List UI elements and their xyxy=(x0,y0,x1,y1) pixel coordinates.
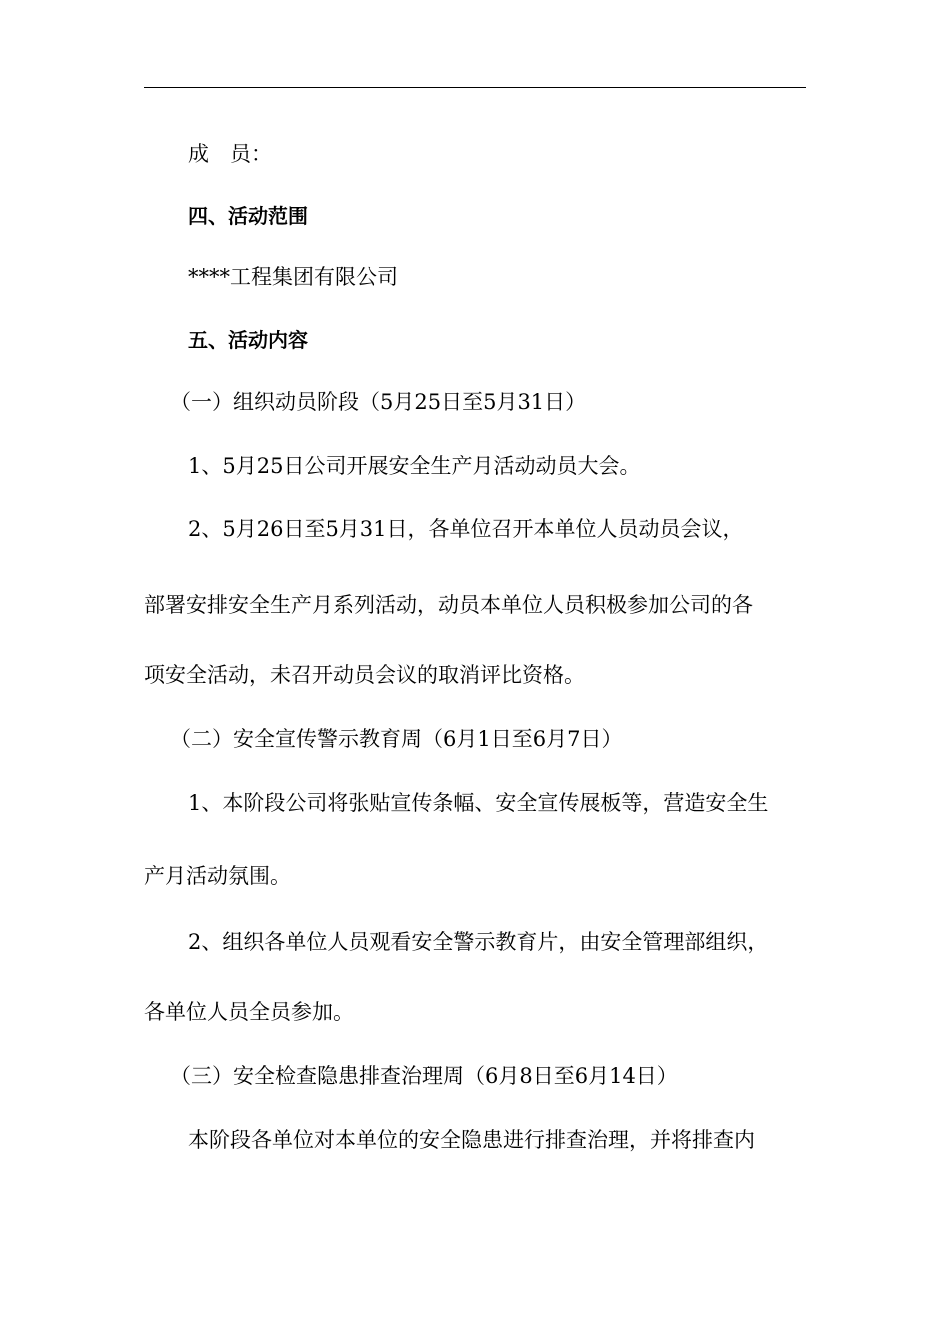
paragraph-line: 1、本阶段公司将张贴宣传条幅、安全宣传展板等，营造安全生 xyxy=(188,791,769,815)
paragraph-line: 各单位人员全员参加。 xyxy=(144,1000,354,1024)
subsection-heading-2: （二）安全宣传警示教育周（6月1日至6月7日） xyxy=(170,727,623,751)
members-label: 成 员： xyxy=(188,142,272,166)
scope-text: ****工程集团有限公司 xyxy=(188,265,398,289)
paragraph-line: 项安全活动，未召开动员会议的取消评比资格。 xyxy=(144,663,585,687)
paragraph-line: 2、组织各单位人员观看安全警示教育片，由安全管理部组织， xyxy=(188,930,769,954)
paragraph-line: 产月活动氛围。 xyxy=(144,864,291,888)
subsection-heading-3: （三）安全检查隐患排查治理周（6月8日至6月14日） xyxy=(170,1064,678,1088)
paragraph-line: 部署安排安全生产月系列活动，动员本单位人员积极参加公司的各 xyxy=(144,593,753,617)
paragraph-line: 2、5月26日至5月31日，各单位召开本单位人员动员会议， xyxy=(188,517,744,541)
subsection-heading-1: （一）组织动员阶段（5月25日至5月31日） xyxy=(170,390,587,414)
paragraph-line: 本阶段各单位对本单位的安全隐患进行排查治理，并将排查内 xyxy=(188,1128,755,1152)
section-heading-scope: 四、活动范围 xyxy=(188,204,308,228)
section-heading-content: 五、活动内容 xyxy=(188,328,308,352)
paragraph-line: 1、5月25日公司开展安全生产月活动动员大会。 xyxy=(188,454,641,478)
header-rule xyxy=(144,87,806,88)
